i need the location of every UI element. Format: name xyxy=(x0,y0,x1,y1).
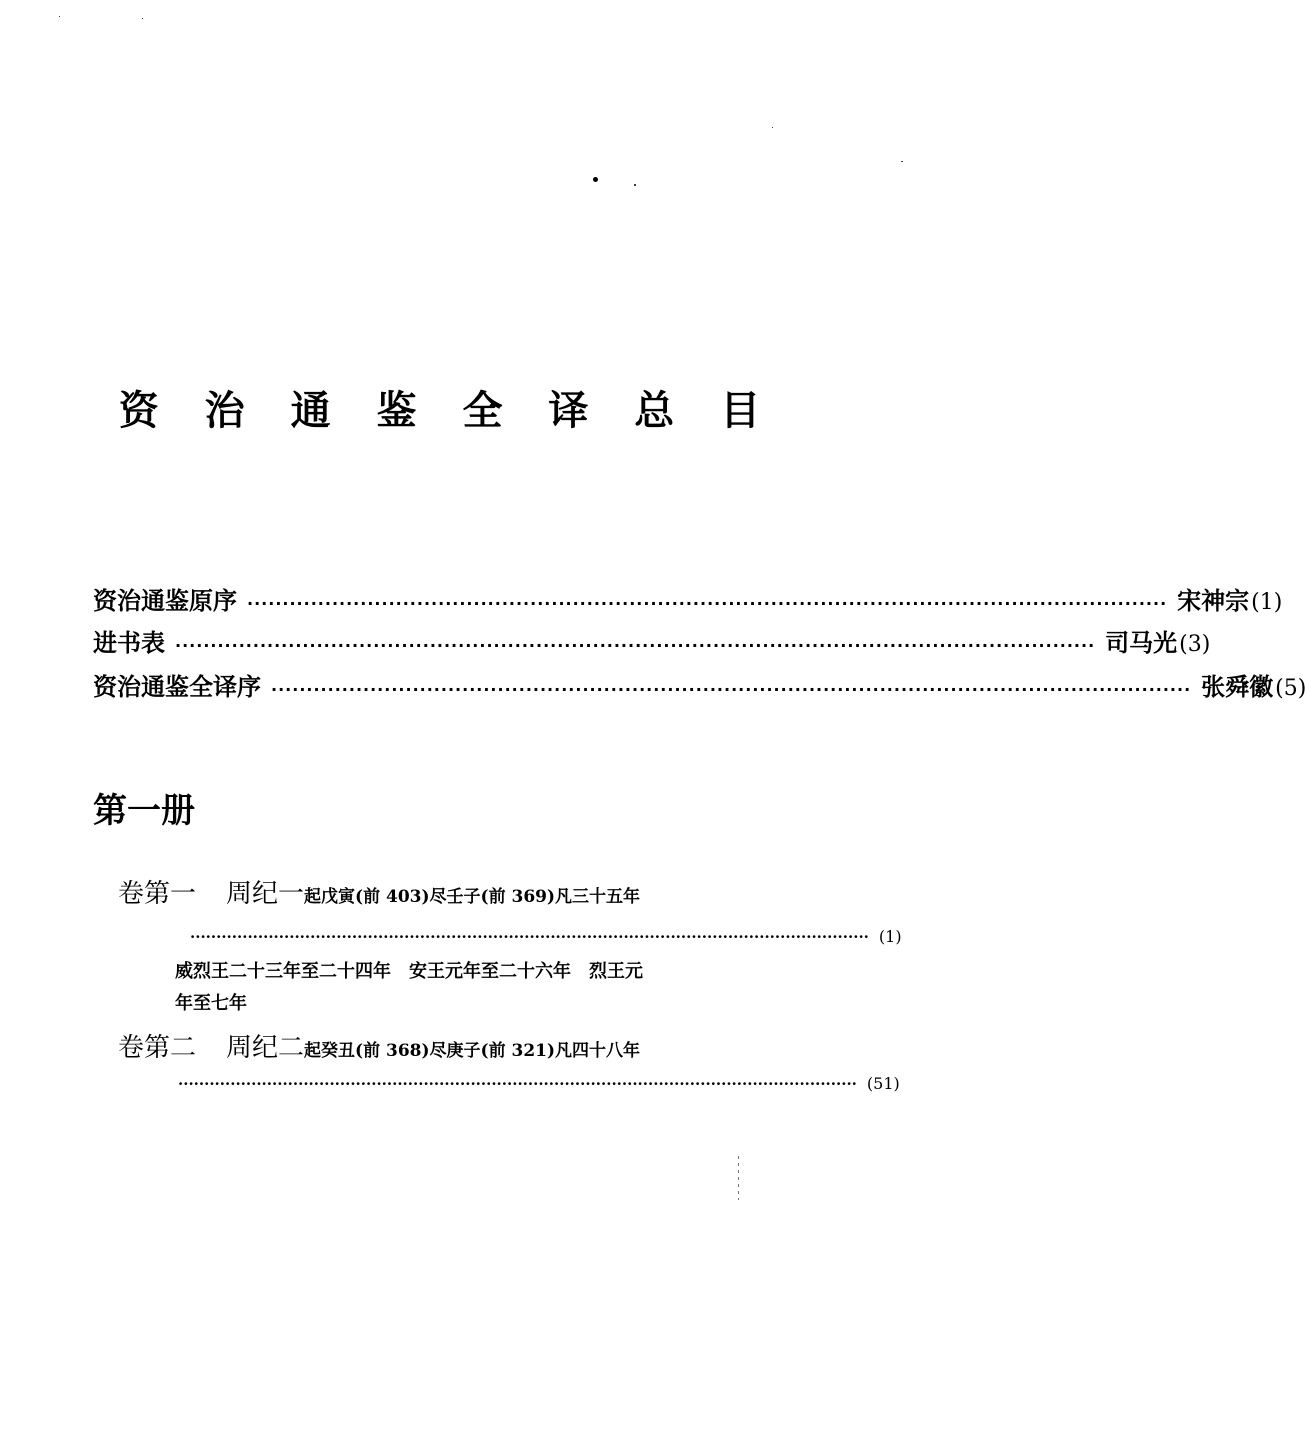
scan-speck xyxy=(772,127,773,128)
scan-speck xyxy=(59,16,60,17)
toc-entry-label: 进书表 xyxy=(93,629,165,657)
chapter-heading xyxy=(118,1030,640,1069)
page-title: 资 治 通 鉴 全 译 总 目 xyxy=(118,388,777,434)
toc-entry-author: 宋神宗 xyxy=(1177,587,1250,615)
scan-speck xyxy=(901,161,903,162)
chapter-name: 周纪一 xyxy=(226,879,305,909)
toc-entry-page: (3) xyxy=(1179,632,1211,657)
toc-entry xyxy=(93,626,1211,663)
scan-speck xyxy=(593,177,598,182)
chapter-juan: 卷第二 xyxy=(118,1033,197,1063)
toc-entry-label: 资治通鉴原序 xyxy=(93,587,237,615)
chapter-heading xyxy=(118,876,640,915)
chapter-leader xyxy=(178,1073,900,1095)
toc-entry xyxy=(93,670,1306,707)
toc-entry-author: 张舜徽 xyxy=(1201,673,1274,701)
dot-leader: ·································································································································· xyxy=(190,928,869,946)
chapter-subline: 年至七年 xyxy=(175,993,247,1014)
dot-leader: ·································································································································· xyxy=(175,636,1096,655)
scan-speck xyxy=(634,184,636,186)
chapter-range: 起癸丑(前 368)尽庚子(前 321)凡四十八年 xyxy=(304,1041,641,1061)
toc-entry-label: 资治通鉴全译序 xyxy=(93,673,261,701)
chapter-page: (1) xyxy=(878,927,902,946)
dot-leader: ·································································································································· xyxy=(271,680,1192,699)
volume-heading: 第一册 xyxy=(93,791,195,831)
dot-leader: ·································································································································· xyxy=(178,1075,857,1093)
toc-entry-author: 司马光 xyxy=(1105,629,1178,657)
toc-entry xyxy=(93,584,1283,621)
chapter-juan: 卷第一 xyxy=(118,879,197,909)
chapter-page: (51) xyxy=(866,1074,900,1093)
scan-mark xyxy=(738,1156,739,1200)
dot-leader: ·································································································································· xyxy=(247,594,1168,613)
chapter-leader xyxy=(190,926,902,948)
chapter-subline: 威烈王二十三年至二十四年 安王元年至二十六年 烈王元 xyxy=(175,961,643,982)
chapter-range: 起戊寅(前 403)尽壬子(前 369)凡三十五年 xyxy=(304,887,641,907)
toc-entry-page: (1) xyxy=(1251,590,1283,615)
toc-entry-page: (5) xyxy=(1275,676,1306,701)
scan-speck xyxy=(142,18,143,19)
chapter-name: 周纪二 xyxy=(226,1033,305,1063)
